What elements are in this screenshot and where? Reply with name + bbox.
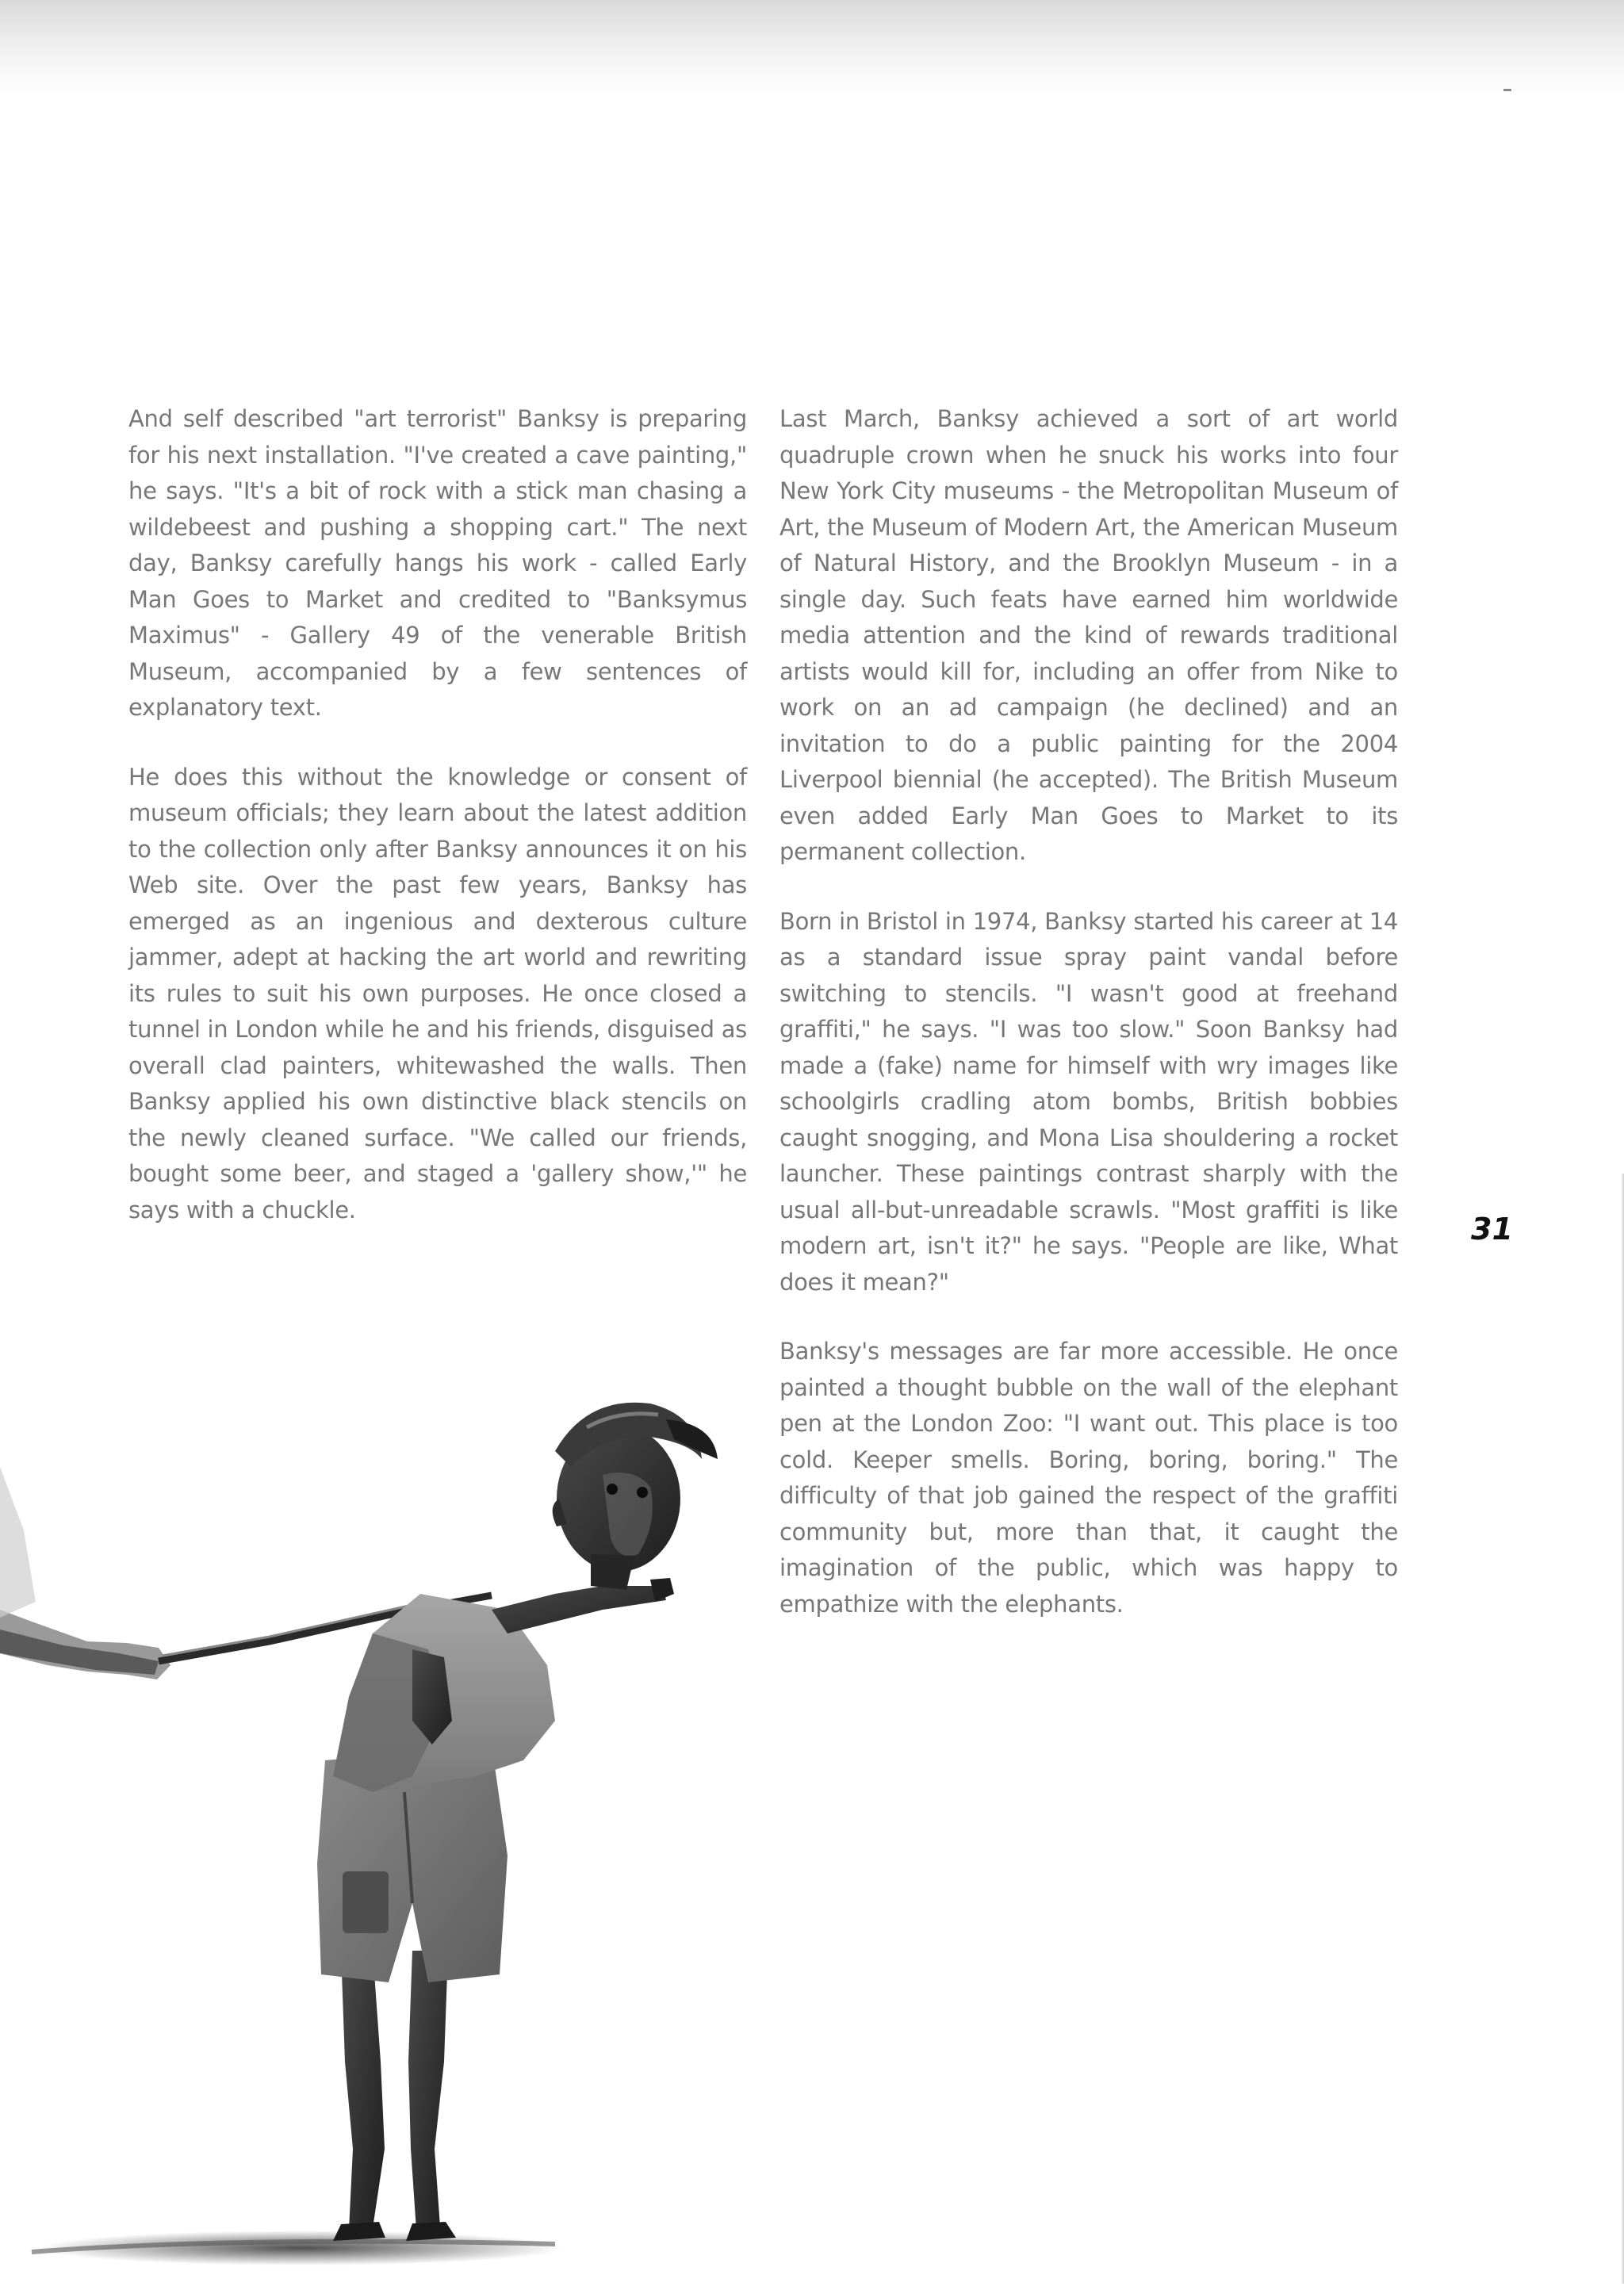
article-right-column (779, 401, 1398, 1656)
article-paragraph: Last March, Banksy achieved a sort of art world quadruple crown when he snuck his works into four New York City museums - the Metropolitan Museum of Art, the Museum of Modern Art, the American Museum of Natural History, and the Brooklyn Museum - in a single day. Such feats have earned him worldwide media attention and the kind of rewards traditional artists would kill for, including an offer from Nike to work on an ad campaign (he declined) and an invitation to do a public painting for the 2004 Liverpool biennial (he accepted). The British Museum even added Early Man Goes to Market to its permanent collection. (779, 405, 1398, 865)
article-paragraph: And self described "art terrorist" Banksy is preparing for his next installation. "I've created a cave painting," he says. "It's a bit of rock with a stick man chasing a wildebeest and pushing a shopping cart." The next day, Banksy carefully hangs his work - called Early Man Goes to Market and credited to "Banksymus Maximus" - Gallery 49 of the venerable British Museum, accompanied by a few sentences of explanatory text. (128, 405, 747, 721)
adult-dress-edge (0, 1467, 36, 1618)
scan-mark (1503, 89, 1511, 91)
article-paragraph: Born in Bristol in 1974, Banksy started his career at 14 as a standard issue spray paint vandal before switching to stencils. "I wasn't good at freehand graffiti," he says. "I was too slow." Soon Banksy had made a (fake) name for himself with wry images like schoolgirls cradling atom bombs, British bobbies caught snogging, and Mona Lisa shouldering a rocket launcher. These paintings contrast sharply with the usual all-but-unreadable scrawls. "Most graffiti is like modern art, isn't it?" he says. "People are like, What does it mean?" (779, 907, 1398, 1296)
boy-eye-right (637, 1487, 648, 1498)
left-leg (341, 1951, 385, 2230)
shorts-pocket (343, 1871, 389, 1933)
boy-arm (492, 1586, 666, 1633)
boy-eye-left (607, 1484, 618, 1495)
left-foot (333, 2222, 385, 2241)
page-number: 31 (1471, 1212, 1513, 1247)
boy-neck (591, 1554, 634, 1590)
right-foot (406, 2222, 456, 2241)
scan-shadow (0, 0, 1624, 95)
article-paragraph: He does this without the knowledge or consent of museum officials; they learn about the latest addition to the collection only after Banksy announces it on his Web site. Over the past few years, Banksy has emerged as an ingenious and dexterous culture jammer, adept at hacking the art world and rewriting its rules to suit his own purposes. He once closed a tunnel in London while he and his friends, disguised as overall clad painters, whitewashed the walls. Then Banksy applied his own distinctive black stencils on the newly cleaned surface. "We called our friends, bought some beer, and staged a 'gallery show,'" he says with a chuckle. (128, 763, 747, 1224)
page-edge-shadow (1621, 1174, 1624, 2284)
article-paragraph: Banksy's messages are far more accessible. He once painted a thought bubble on the wall of the elephant pen at the London Zoo: "I want out. This place is too cold. Keeper smells. Boring, boring, boring." The difficulty of that job gained the respect of the graffiti community but, more than that, it caught the imagination of the public, which was happy to empathize with the elephants. (779, 1338, 1398, 1618)
right-leg (408, 1951, 448, 2230)
stencil-boy-illustration (0, 1348, 761, 2292)
article-left-column (128, 401, 747, 1262)
